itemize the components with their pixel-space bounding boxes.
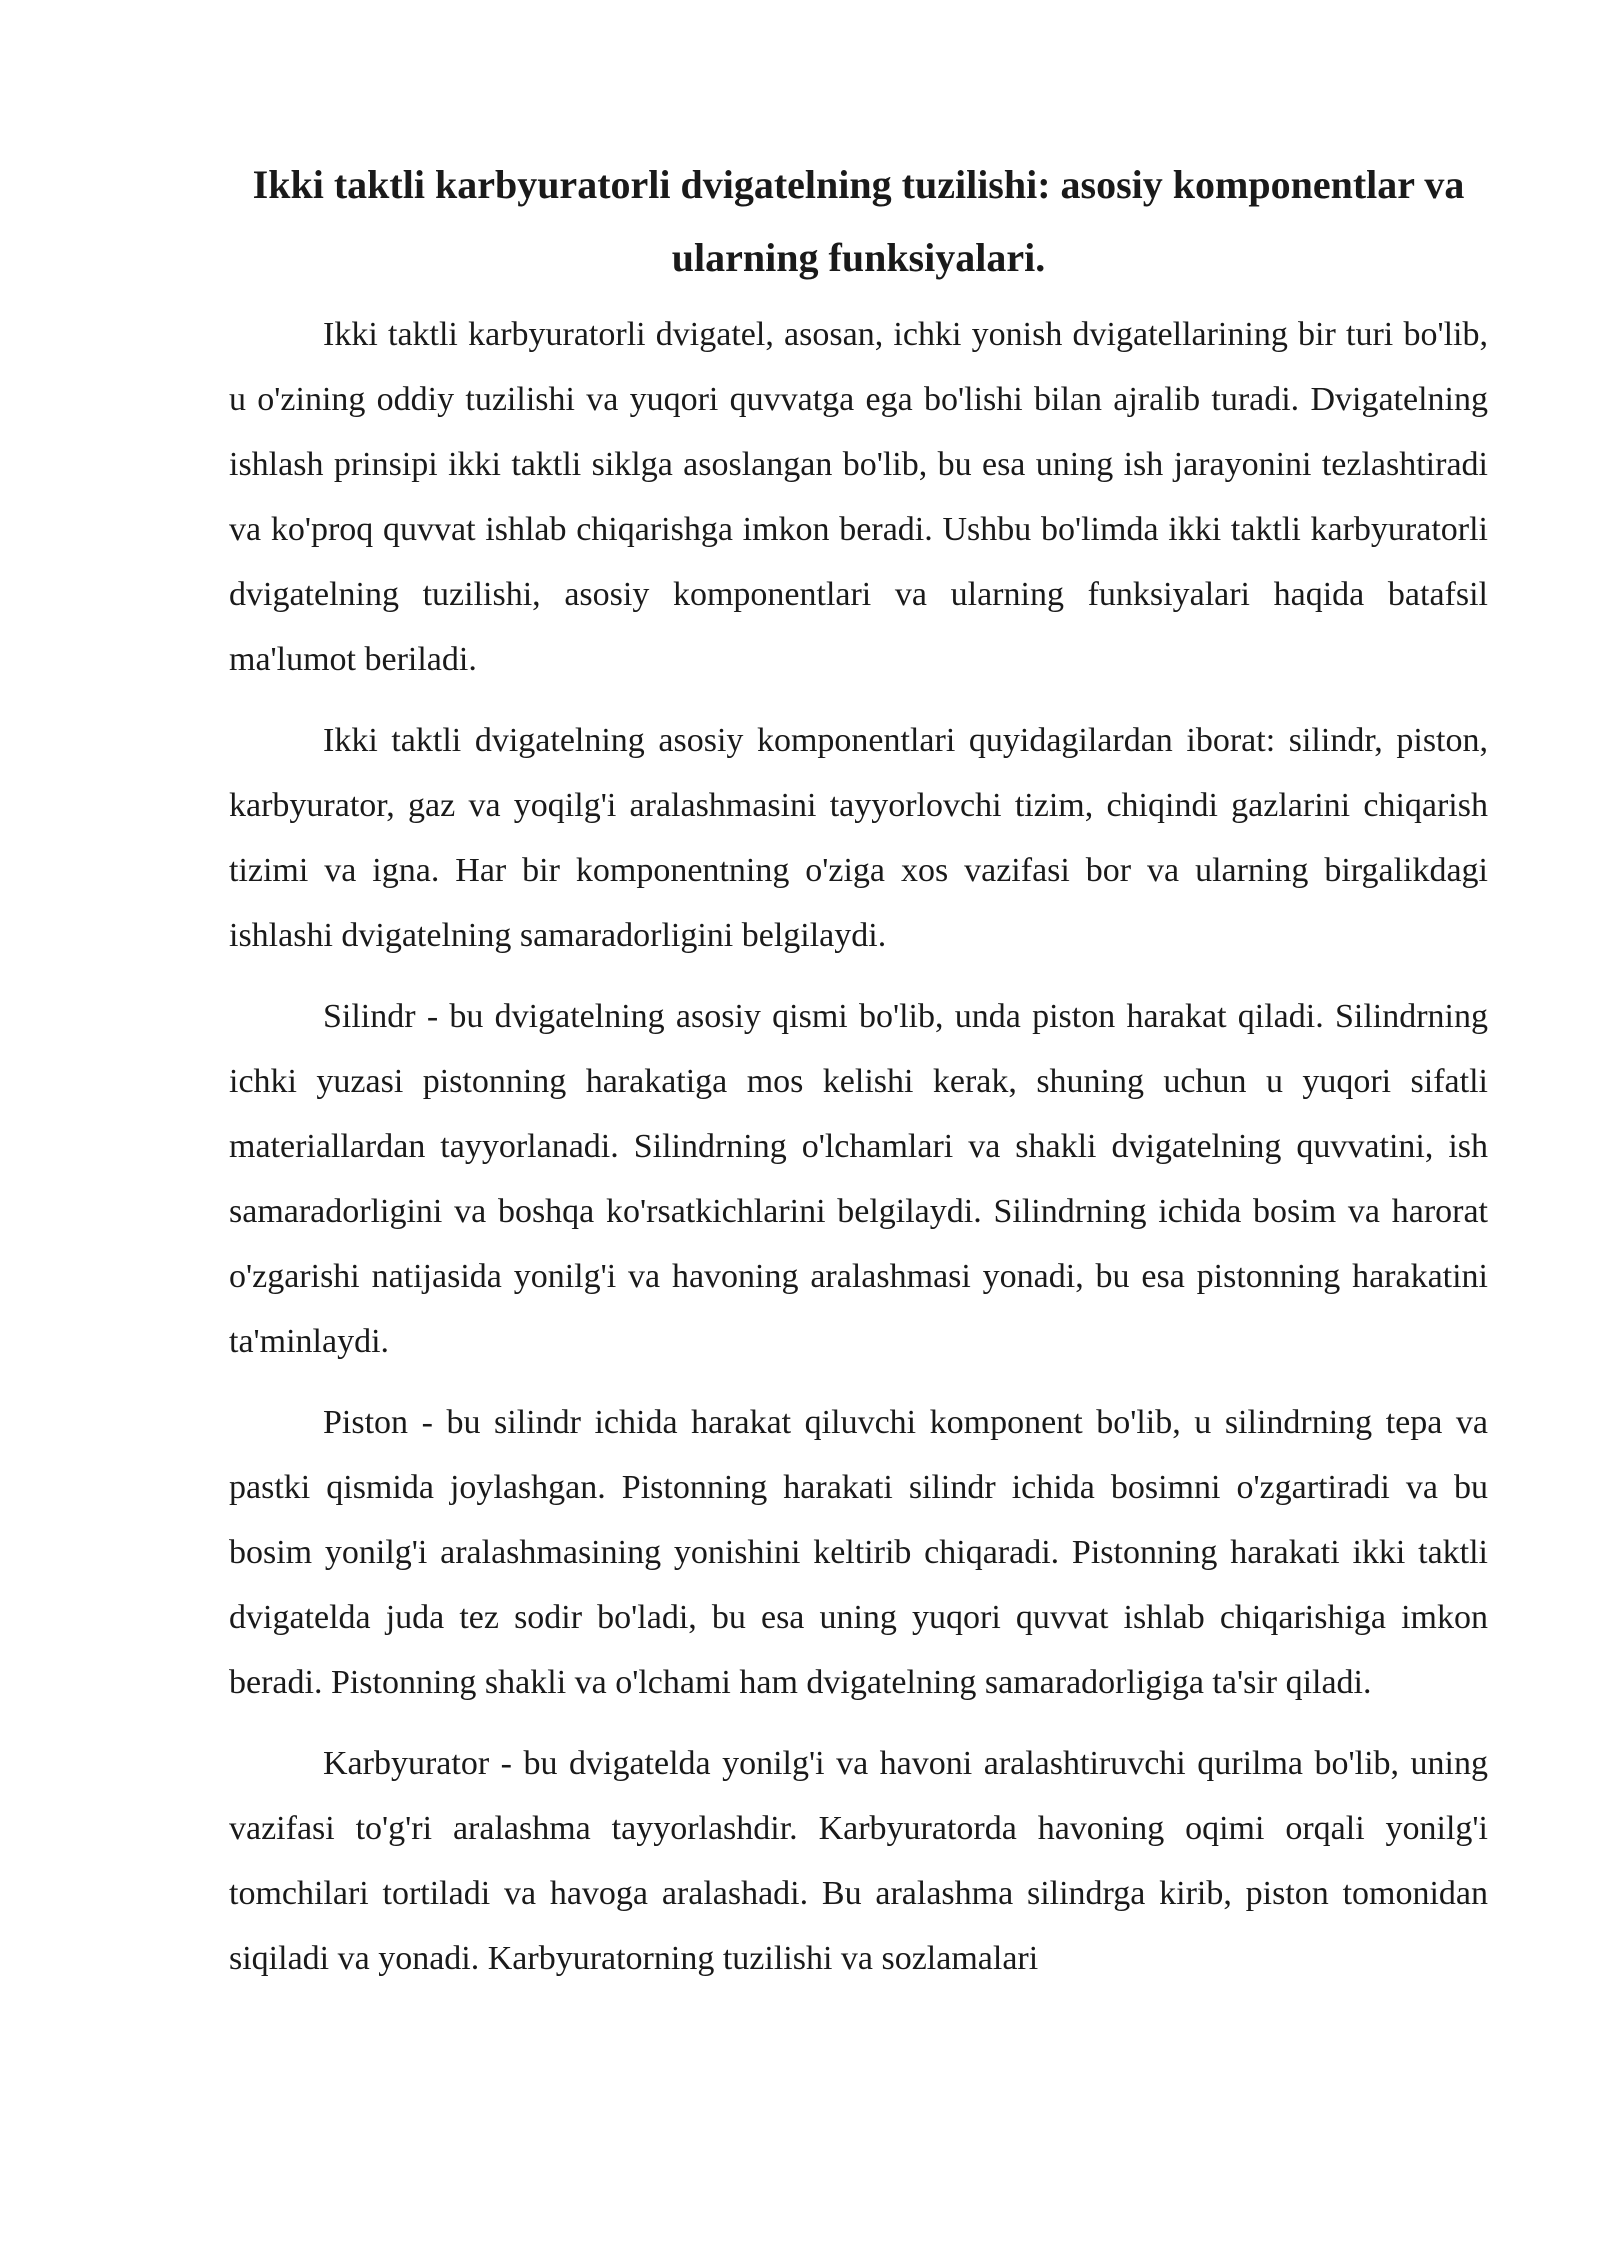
paragraph-cylinder: Silindr - bu dvigatelning asosiy qismi bo'lib, unda piston harakat qiladi. Silindrning ichki yuzasi pistonning harakatiga mos kelishi kerak, shuning uchun u yuqori sifatli materiallardan tayyorlanadi. Silindrning o'lchamlari va shakli dvigatelning quvvatini, ish samaradorligini va boshqa ko'rsatkichlarini belgilaydi. Silindrning ichida bosim va harorat o'zgarishi natijasida yonilg'i va havoning aralashmasi yonadi, bu esa pistonning harakatini ta'minlaydi. [229,998,1488,1360]
paragraph-piston: Piston - bu silindr ichida harakat qiluvchi komponent bo'lib, u silindrning tepa va pastki qismida joylashgan. Pistonning harakati silindr ichida bosimni o'zgartiradi va bu bosim yonilg'i aralashmasining yonishini keltirib chiqaradi. Pistonning harakati ikki taktli dvigatelda juda tez sodir bo'ladi, bu esa uning yuqori quvvat ishlab chiqarishiga imkon beradi. Pistonning shakli va o'lchami ham dvigatelning samaradorligiga ta'sir qiladi. [229,1404,1488,1701]
paragraph-introduction: Ikki taktli karbyuratorli dvigatel, asosan, ichki yonish dvigatellarining bir turi bo'lib, u o'zining oddiy tuzilishi va yuqori quvvatga ega bo'lishi bilan ajralib turadi. Dvigatelning ishlash prinsipi ikki taktli siklga asoslangan bo'lib, bu esa uning ish jarayonini tezlashtiradi va ko'proq quvvat ishlab chiqarishga imkon beradi. Ushbu bo'limda ikki taktli karbyuratorli dvigatelning tuzilishi, asosiy komponentlari va ularning funksiyalari haqida batafsil ma'lumot beriladi. [229,316,1488,678]
document-title: Ikki taktli karbyuratorli dvigatelning tuzilishi: asosiy komponentlar va ularning funksiyalari. [252,162,1465,280]
document-body [229,148,1488,1991]
paragraph-carburetor: Karbyurator - bu dvigatelda yonilg'i va havoni aralashtiruvchi qurilma bo'lib, uning vazifasi to'g'ri aralashma tayyorlashdir. Karbyuratorda havoning oqimi orqali yonilg'i tomchilari tortiladi va havoga aralashadi. Bu aralashma silindrga kirib, piston tomonidan siqiladi va yonadi. Karbyuratorning tuzilishi va sozlamalari [229,1745,1488,1977]
paragraph-main-components: Ikki taktli dvigatelning asosiy komponentlari quyidagilardan iborat: silindr, piston, karbyurator, gaz va yoqilg'i aralashmasini tayyorlovchi tizim, chiqindi gazlarini chiqarish tizimi va igna. Har bir komponentning o'ziga xos vazifasi bor va ularning birgalikdagi ishlashi dvigatelning samaradorligini belgilaydi. [229,722,1488,954]
